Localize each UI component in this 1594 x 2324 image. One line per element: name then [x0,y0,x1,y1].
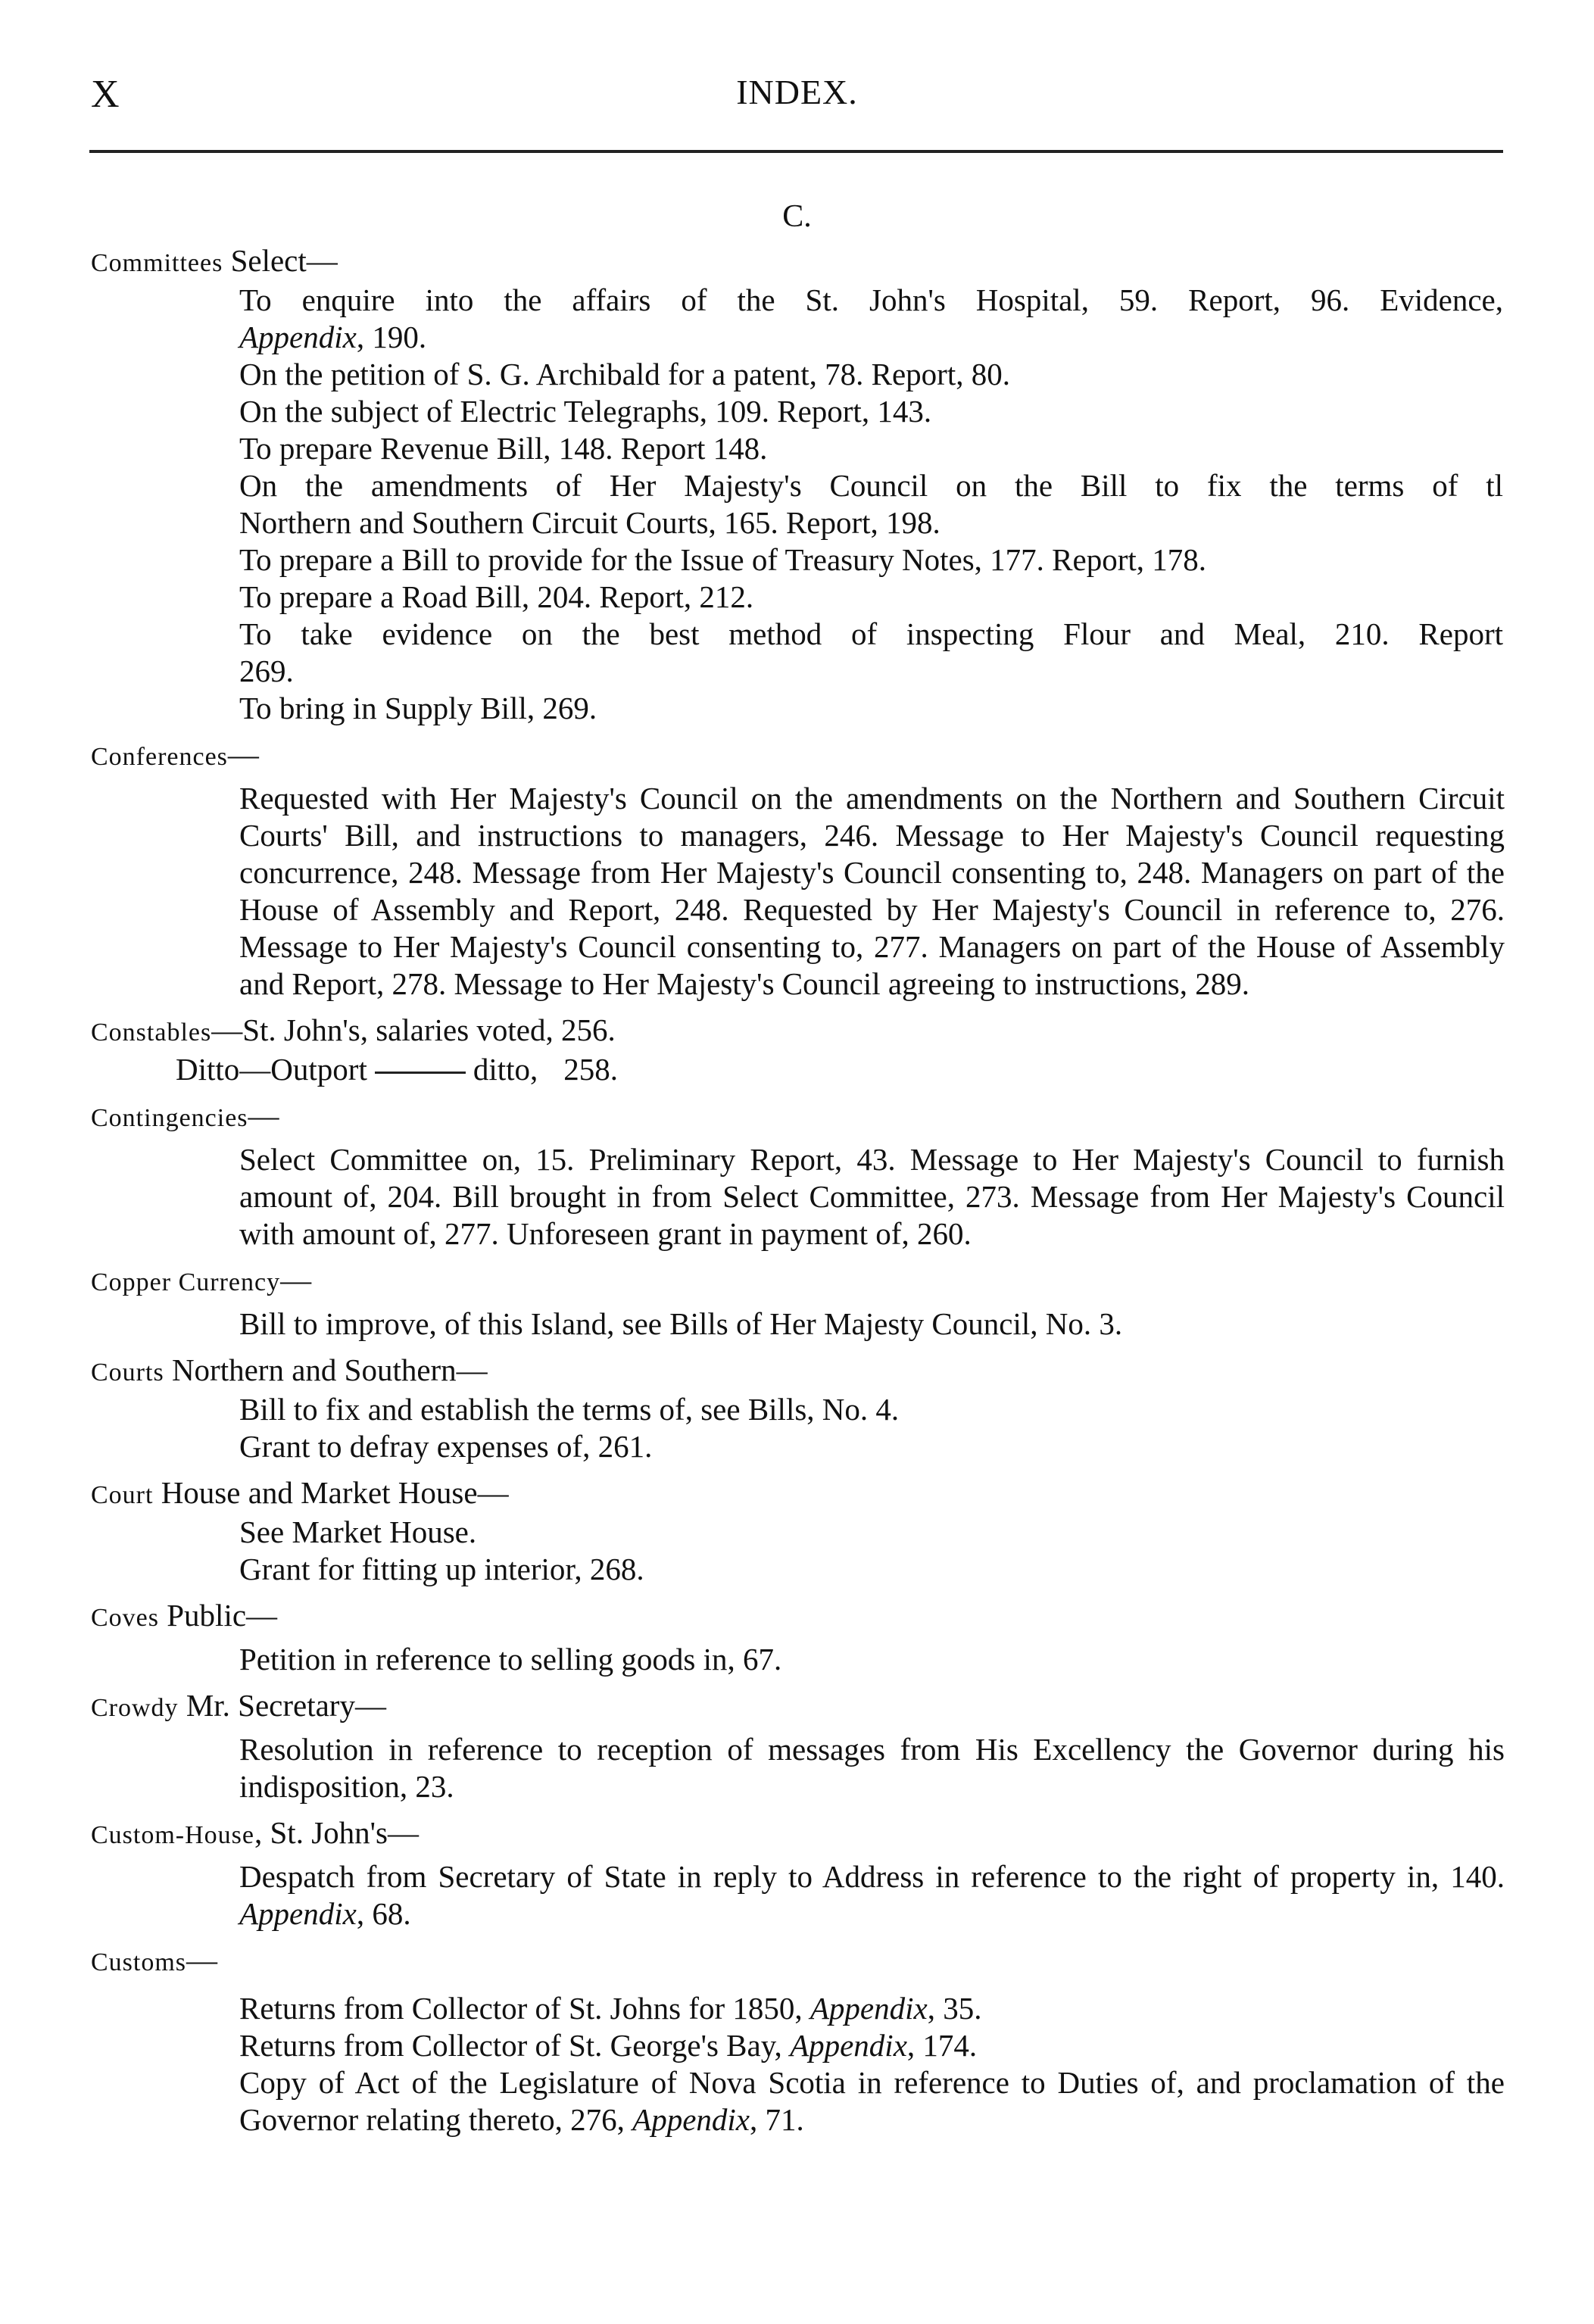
subentry-line: On the subject of Electric Telegraphs, 109. Report, 143. [239,394,932,429]
appendix-ref: Appendix [632,2102,750,2137]
heading-word: Coves [91,1604,159,1632]
ditto-dash [375,1072,466,1074]
entry-heading [0,1474,1594,1514]
entry-heading [0,1051,1594,1088]
entry-heading [0,1687,1594,1727]
appendix-ref: Appendix [790,2028,907,2063]
subentry-line: To prepare a Road Bill, 204. Report, 212. [239,579,754,614]
entry-heading [0,1814,1594,1854]
entry-heading [0,1262,1594,1301]
heading-word: Ditto [176,1052,240,1087]
heading-word: Constables [91,1019,212,1047]
ref-number: , 71. [750,2102,804,2137]
page-number: X [91,73,120,116]
line-text: Copy of Act of the Legislature of Nova Scotia in reference to Duties of, and proclamation of the Governor relating thereto, 276, [239,2065,1505,2137]
heading-word: Contingencies [91,1104,248,1132]
ref-number: 258. [563,1052,619,1087]
entry-paragraph [0,1858,1594,1933]
ref-number: , 174. [906,2028,978,2063]
header-rule [89,150,1503,153]
subentry-line: To bring in Supply Bill, 269. [239,691,597,725]
appendix-ref: Appendix [239,320,357,354]
entry-heading [0,1012,1594,1051]
heading-suffix: Select— [223,243,338,278]
entry-customs [0,1942,1594,2138]
subentry-line: Grant for fitting up interior, 268. [239,1552,644,1586]
entry-courts [0,1352,1594,1465]
appendix-ref: Appendix [809,1991,928,2026]
page-header [91,72,1503,117]
subentry-line: See Market House. [239,1514,477,1549]
page-title: INDEX. [736,73,858,111]
subentry-line: Grant to defray expenses of, 261. [239,1429,653,1464]
heading-text: —Outport [239,1052,367,1087]
entry-copper-currency [0,1262,1594,1343]
ref-number: , 190. [356,320,427,354]
subentry-line: On the petition of S. G. Archibald for a patent, 78. Report, 80. [239,357,1010,391]
ref-number: , 35. [927,1991,982,2026]
heading-word: Crowdy [91,1694,179,1722]
heading-suffix: — [186,1942,218,1977]
heading-text: —St. John's, salaries voted, 256. [211,1012,616,1047]
subentry-line: To take evidence on the best method of inspecting Flour and Meal, 210. Report [239,616,1503,651]
heading-word: Custom-House [91,1821,254,1849]
subentry-paragraph [0,2064,1594,2138]
subentry-line: Northern and Southern Circuit Courts, 165. Report, 198. [239,505,940,540]
heading-suffix: Mr. Secretary— [178,1688,386,1723]
heading-suffix: — [280,1262,312,1297]
paragraph-text: Despatch from Secretary of State in reply to Address in reference to the right of property in, 140. [239,1859,1505,1894]
entry-paragraph: Resolution in reference to reception of messages from His Excellency the Governor during his indisposition, 23. [239,1732,1505,1804]
entry-contingencies [0,1097,1594,1252]
heading-word: Copper Currency [91,1268,281,1296]
subentry-line: Bill to fix and establish the terms of, see Bills, No. 4. [239,1392,900,1427]
entry-heading [0,1097,1594,1137]
entry-paragraph: Requested with Her Majesty's Council on the amendments on the Northern and Southern Circuit Courts' Bill, and instructions to managers, 246. Message to Her Majesty's Council requesting concurrence, 248. Message from Her Majesty's Council consenting to, 248. Managers on part of the House of Assembly and Report, 248. Requested by Her Majesty's Council in reference to, 276. Message to Her Majesty's Council consenting to, 277. Managers on part of the House of Assembly and Report, 278. Message to Her Majesty's Council agreeing to instructions, 289. [239,781,1505,1001]
entry-court-house [0,1474,1594,1588]
subentry-line: Bill to improve, of this Island, see Bills of Her Majesty Council, No. 3. [239,1306,1123,1341]
entry-heading [0,1942,1594,1981]
entry-conferences [0,736,1594,1003]
subentry-line: To prepare Revenue Bill, 148. Report 148. [239,431,768,466]
subentry-line: To enquire into the affairs of the St. John's Hospital, 59. Report, 96. Evidence, [239,282,1503,317]
heading-word: Court [91,1481,154,1509]
entry-heading [0,1352,1594,1391]
heading-suffix: Northern and Southern— [164,1352,488,1387]
subentry-line: Petition in reference to selling goods in, 67. [239,1642,782,1677]
subentry-line [0,319,1594,356]
entry-heading [0,736,1594,775]
subentry-line: To prepare a Bill to provide for the Issue of Treasury Notes, 177. Report, 178. [239,542,1207,577]
section-letter: C. [782,199,812,234]
ref-number: , 68. [356,1896,411,1931]
entry-coves [0,1597,1594,1678]
heading-suffix: Public— [159,1598,278,1633]
entry-constables [0,1012,1594,1088]
heading-word: Committees [91,249,223,277]
entry-paragraph: Select Committee on, 15. Preliminary Report, 43. Message to Her Majesty's Council to furnish amount of, 204. Bill brought in from Select Committee, 273. Message from Her Majesty's Council with amount of, 277. Unforeseen grant in payment of, 260. [239,1142,1505,1251]
entry-heading [0,1597,1594,1636]
appendix-ref: Appendix [239,1896,357,1931]
subentry-line [0,1990,1594,2027]
entry-heading [0,242,1594,282]
heading-suffix: House and Market House— [153,1475,509,1510]
entry-custom-house [0,1814,1594,1933]
line-text: Returns from Collector of St. Johns for 1850, [239,1991,810,2026]
heading-word: Conferences [91,743,228,771]
subentry-line: 269. [239,654,294,688]
heading-suffix: , St. John's— [254,1815,419,1850]
entry-committees [0,242,1594,727]
subentry-line: On the amendments of Her Majesty's Council on the Bill to fix the terms of tl [239,468,1503,503]
heading-suffix: — [248,1098,279,1133]
index-list [0,242,1594,2148]
heading-word: Customs [91,1948,187,1976]
subentry-line [0,2027,1594,2064]
line-text: Returns from Collector of St. George's Bay, [239,2028,791,2063]
ditto-word: ditto, [473,1052,538,1087]
entry-crowdy [0,1687,1594,1805]
heading-word: Courts [91,1359,164,1387]
heading-suffix: — [227,737,259,772]
